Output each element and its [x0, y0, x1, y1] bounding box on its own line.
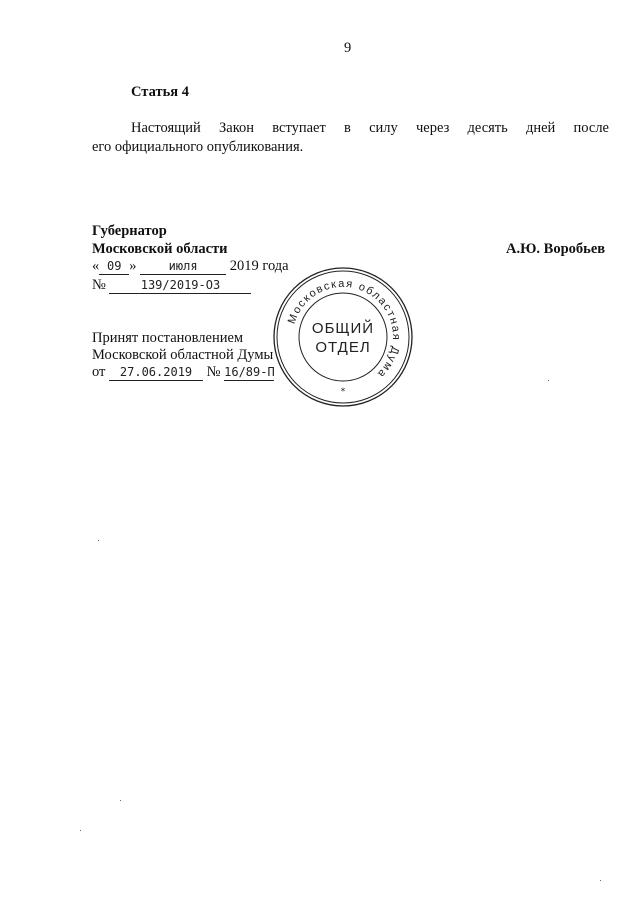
date-day: 09 [99, 259, 129, 275]
adoption-number-label: № [206, 364, 221, 380]
article-text-line-2: его официального опубликования. [92, 139, 304, 155]
signing-date [92, 258, 289, 275]
adoption-line-2: Московской областной Думы [92, 347, 274, 363]
law-number-label: № [92, 277, 106, 293]
law-number [92, 277, 251, 294]
signatory-title-line-2: Московской области [92, 241, 228, 257]
scan-speck [120, 800, 121, 801]
stamp-ring-text: Московская областная Дума [285, 277, 403, 381]
date-close-quote: » [129, 258, 137, 274]
adoption-date: 27.06.2019 [109, 365, 203, 381]
page-number: 9 [344, 40, 352, 56]
scan-speck [600, 880, 601, 881]
adoption-line-1: Принят постановлением [92, 330, 244, 346]
scan-speck [548, 380, 549, 381]
date-month: июля [140, 259, 226, 275]
adoption-from-label: от [92, 364, 106, 380]
signatory-name: А.Ю. Воробьев [506, 241, 606, 257]
law-number-value: 139/2019-ОЗ [109, 278, 251, 294]
official-stamp [272, 266, 414, 408]
adoption-details [92, 364, 274, 381]
signatory-title-line-1: Губернатор [92, 223, 167, 239]
stamp-center-line-1: ОБЩИЙ [311, 320, 375, 337]
article-text-line-1: Настоящий Закон вступает в силу через десять дней после [131, 120, 609, 136]
date-open-quote: « [92, 258, 100, 274]
scan-speck [98, 540, 99, 541]
adoption-number: 16/89-П [224, 365, 275, 379]
stamp-star: * [340, 387, 346, 397]
date-year: 2019 года [229, 258, 289, 274]
article-heading: Статья 4 [131, 84, 189, 100]
stamp-center-line-2: ОТДЕЛ [315, 339, 371, 356]
scan-speck [80, 830, 81, 831]
